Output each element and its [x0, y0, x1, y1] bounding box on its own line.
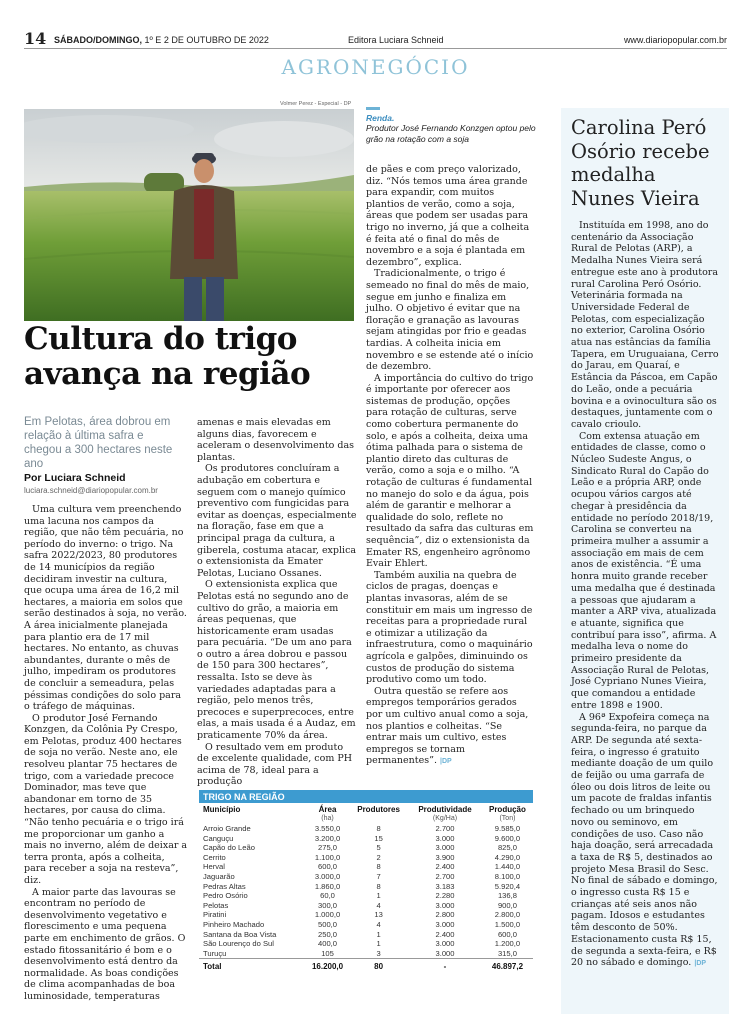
column-header: Produtores: [357, 805, 400, 814]
table-cell: 3: [376, 948, 381, 958]
table-row: [199, 882, 533, 892]
table-cell: 1.100,0: [314, 852, 341, 862]
paragraph: Também auxilia na quebra de ciclos de pragas, doenças e plantas invasoras, além de se constituir em mais um ingresso de receitas para a propriedade rural e otimizar a utilização da infraestrutura, como o maquinário agrícola e galpões, diminuindo os custos de produção do sistema produtivo como um todo.: [366, 569, 533, 686]
column-header: Produtividade: [418, 805, 472, 814]
table-cell: 2.800: [435, 910, 455, 920]
sidebar-title: Carolina Peró Osório recebe medalha Nunes Vieira: [571, 116, 710, 210]
table-row: [199, 930, 533, 940]
table-cell: 1.000,0: [314, 910, 341, 920]
total-cell: Total: [199, 959, 306, 976]
table-row: [199, 862, 533, 872]
table-cell: 8: [376, 824, 381, 833]
paragraph: amenas e mais elevadas em alguns dias, favorecem e aceleram o desenvolvimento das plantas.: [197, 417, 355, 463]
table-row: [199, 891, 533, 901]
author-byline: Por Luciara Schneid: [24, 472, 126, 484]
table-cell: 60,0: [320, 891, 335, 901]
end-mark: |DP: [440, 758, 452, 766]
table-cell: Cerrito: [203, 852, 226, 862]
table-cell: 2.280: [435, 891, 455, 901]
table-cell: 300,0: [318, 900, 338, 910]
caption-accent-bar: [366, 107, 380, 110]
table-cell: 5: [376, 843, 381, 853]
header-divider: [24, 48, 727, 49]
table-cell: 3.183: [435, 881, 455, 891]
table-cell: 275,0: [318, 843, 338, 853]
photo-credit: Volmer Perez - Especial - DP: [280, 101, 352, 107]
table-cell: 8.100,0: [494, 871, 521, 881]
table-cell: 1.500,0: [494, 919, 521, 929]
site-url[interactable]: www.diariopopular.com.br: [623, 35, 727, 45]
table-row: [199, 853, 533, 863]
article-headline: [24, 322, 354, 392]
table-cell: 3.000: [435, 939, 455, 949]
total-cell: 16.200,0: [306, 959, 349, 976]
paragraph-text: Outra questão se refere aos empregos temporários gerados por um cultivo anual como a soja, nos plantios e colheitas. “Se entrar mais um cultivo, estes empregos se tornam permanentes”.: [366, 685, 529, 767]
table-cell: 1: [376, 929, 381, 939]
table-cell: 3.000: [435, 843, 455, 853]
paragraph: A importância do cultivo do trigo é importante por oferecer aos sistemas de produção, opções para rotação de culturas, serve como cobertura permanente do solo, e após a colheita, deixa uma ótima palhada para o sistema de plantio direto das culturas de verão, como a soja e o milho. “A rotação de culturas é fundamental no manejo do solo e da água, pois além de garantir e melhorar a qualidade do solo, reflete no resultado da safra das culturas em sequência”, diz o extensionista da Emater RS, engenheiro agrônomo Evair Ehlert.: [366, 372, 534, 570]
table-cell: 1: [376, 939, 381, 949]
table-row: [199, 910, 533, 920]
table-cell: Pedras Altas: [203, 881, 246, 891]
paragraph: Instituída em 1998, ano do centenário da Associação Rural de Pelotas (ARP), a Medalha Nunes Vieira será entregue este ano à produtora rural Carolina Peró Osório. Veterinária formada na Universidade Federal de Pelotas, com especialização no exterior, Carolina Osório atua nas estâncias da família Tapera, em Uruguaiana, Cerro do Jarau, em Quaraí, e Estância da Páscoa, em Capão do Leão, onde a pecuária bovina e a ovinocultura são os destaques, juntamente com o cavalo crioulo.: [571, 220, 719, 430]
sidebar-story: [561, 108, 729, 1014]
unit-cell: [199, 814, 306, 824]
table-cell: Capão do Leão: [203, 843, 255, 853]
table-cell: Santana da Boa Vista: [203, 929, 277, 939]
table-cell: Pinheiro Machado: [203, 919, 265, 929]
table-cell: 3.900: [435, 852, 455, 862]
table-row: [199, 920, 533, 930]
headline-line-1: Cultura do trigo: [24, 321, 297, 357]
table-cell: 5.920,4: [494, 881, 521, 891]
table-row: [199, 939, 533, 949]
page-header: [24, 29, 727, 48]
table-cell: Piratini: [203, 910, 227, 920]
table-cell: 4: [376, 919, 381, 929]
table-cell: 4.290,0: [494, 852, 521, 862]
article-photo: [24, 109, 354, 321]
paragraph: [571, 712, 719, 970]
table-total-row: [199, 959, 533, 976]
paragraph: A maior parte das lavouras se encontram no período de desenvolvimento vegetativo e florescimento e uma pequena parte em enchimento de grãos. O estado fitossanitário é bom e o desenvolvimento está dentro da normalidade. As boas condições de clima acompanhadas de boa luminosidade, temperaturas: [24, 886, 186, 1002]
table-cell: 2.800,0: [494, 910, 521, 920]
table-cell: 3.000,0: [314, 871, 341, 881]
table-cell: 1: [376, 891, 381, 901]
table-row: [199, 901, 533, 911]
table-row: [199, 872, 533, 882]
table-cell: 13: [374, 910, 383, 920]
caption-tag: Renda.: [366, 113, 395, 123]
table-cell: 1.860,0: [314, 881, 341, 891]
table-cell: 8: [376, 881, 381, 891]
wheat-region-table: [199, 790, 533, 975]
table-cell: 3.200,0: [314, 833, 341, 843]
table-cell: Canguçu: [203, 833, 234, 843]
table-cell: 315,0: [497, 948, 517, 958]
sidebar-body: [571, 220, 719, 970]
table-cell: 600,0: [318, 862, 338, 872]
table-cell: 2.700: [435, 871, 455, 881]
table-row: [199, 824, 533, 834]
table-cell: Arroio Grande: [203, 824, 251, 833]
table-cell: 3.000: [435, 900, 455, 910]
table-cell: 105: [321, 948, 334, 958]
table-row: [199, 949, 533, 959]
table-cell: 1.440,0: [494, 862, 521, 872]
table-cell: 500,0: [318, 919, 338, 929]
unit-cell: (Kg/Ha): [432, 815, 458, 823]
table-cell: 3.550,0: [314, 824, 341, 833]
table-cell: 3.000: [435, 833, 455, 843]
table-cell: 4: [376, 900, 381, 910]
table-cell: 136,8: [497, 891, 517, 901]
table-cell: 9.585,0: [494, 824, 521, 833]
table-row: [199, 843, 533, 853]
table-cell: 3.000: [435, 919, 455, 929]
editor-name: Editora Luciara Schneid: [348, 35, 444, 45]
unit-cell: (Ton): [499, 815, 516, 823]
article-column-1: [24, 504, 188, 1003]
author-email[interactable]: luciara.schneid@diariopopular.com.br: [24, 486, 158, 495]
table-cell: 900,0: [497, 900, 517, 910]
table-cell: 2.400: [435, 929, 455, 939]
table-body: [199, 824, 533, 959]
table-title: TRIGO NA REGIÃO: [199, 790, 533, 803]
paragraph: de pães e com preço valorizado, diz. “Nós temos uma área grande para expandir, com muitos plantios de verão, como a soja, áreas que podem ser usadas para trigo no inverno, já que a colheita é feita até o final do mês de novembro e a soja é plantada em dezembro”, explica.: [366, 164, 530, 268]
article-column-3: [366, 164, 534, 768]
paragraph-text: A 96ª Expofeira começa na segunda-feira, no parque da ARP. De segunda até sexta-feira, o ingresso é gratuito mediante doação de um quilo de feijão ou uma garrafa de óleo ou dois litros de leite ou um pacote de fraldas infantis fechado ou um brinquedo novo ou seminovo, em condições de uso. Caso não haja doação, será arrecadada a taxa de R$ 5, destinados ao projeto Mesa Brasil do Sesc. No final de sábado e domingo, o ingresso custa R$ 15 e crianças até seis anos não pagam. Idosos e estudantes têm desconto de 50%. Estacionamento custa R$ 15, de segunda a sexta-feira, e R$ 20 no sábado e domingo.: [571, 711, 718, 969]
paragraph: O produtor José Fernando Konzgen, da Colônia Py Crespo, em Pelotas, produz 400 hectares de soja no verão. Neste ano, ele resolveu plantar 75 hectares de trigo, com a variedade precoce Dominador, mas teve que abandonar em torno de 35 hectares, por causa do clima. “Não tenho pecuária e o trigo irá me proporcionar um ganho a mais no inverno, além de deixar a terra pronta, após a colheita, para receber a soja na resteva”, diz.: [24, 712, 188, 886]
table-cell: Jaguarão: [203, 871, 235, 881]
table-cell: 400,0: [318, 939, 338, 949]
table-cell: 250,0: [318, 929, 338, 939]
paragraph: Uma cultura vem preenchendo uma lacuna nos campos da região, que não têm pecuária, no período do inverno: o trigo. Na safra 2022/2023, 80 produtores de 14 municípios da região decidiram investir na cultura, que ocupa uma área de 16,2 mil hectares, a maioria em solos que serão destinados à soja, no verão. A área inicialmente planejada para plantio era de 17 mil hectares. No entanto, as chuvas abundantes, durante o mês de julho, impediram os produtores de concluir a semeadura, pelas péssimas condições do solo para o tráfego de máquinas.: [24, 504, 187, 713]
column-header: Município: [203, 805, 241, 814]
table-cell: 2.400: [435, 862, 455, 872]
table-row: [199, 834, 533, 844]
unit-cell: [349, 814, 408, 824]
caption-text: Produtor José Fernando Konzgen optou pelo grão na rotação com a soja: [366, 123, 536, 144]
section-title: AGRONEGÓCIO: [281, 55, 470, 79]
table-cell: 825,0: [497, 843, 517, 853]
table-cell: São Lourenço do Sul: [203, 939, 274, 949]
paragraph: [366, 686, 534, 768]
farmer-in-wheat-field-image: [24, 109, 354, 321]
table-cell: Herval: [203, 862, 225, 872]
table-cell: Turuçu: [203, 948, 227, 958]
table-cell: 600,0: [497, 929, 517, 939]
column-header: Área: [318, 805, 337, 814]
end-mark: |DP: [694, 960, 707, 968]
table-cell: 9.600,0: [494, 833, 521, 843]
page-number: 14: [24, 29, 47, 48]
photo-caption: [366, 107, 546, 145]
table-cell: 8: [376, 862, 381, 872]
table-cell: 15: [374, 833, 383, 843]
article-subtitle: Em Pelotas, área dobrou em relação à última safra e chegou a 300 hectares neste ano: [24, 416, 173, 470]
data-table: [199, 803, 533, 975]
total-cell: 80: [349, 959, 408, 976]
paragraph: Com extensa atuação em entidades de classe, como o Núcleo Sudeste Angus, o Sindicato Rural do Capão do Leão e a própria ARP, onde ocupou vários cargos até chegar à presidência da entidade no período 2018/19, Carolina se converteu na primeira mulher a assumir a associação em mais de cem anos de existência. “É uma honra muito grande receber uma medalha que é destinada a pessoas que ajudaram a manter a ARP viva, atualizada e atuante, significa que contribuí para isso”, afirma. A medalha leva o nome do primeiro presidente da Associação Rural de Pelotas, José Cypriano Nunes Vieira, que comandou a entidade entre 1898 e 1900.: [571, 430, 717, 711]
table-cell: 1.200,0: [494, 939, 521, 949]
edition-date: SÁBADO/DOMINGO, 1º E 2 DE OUTUBRO DE 2022: [54, 35, 269, 45]
total-cell: -: [408, 959, 482, 976]
unit-cell: (ha): [321, 815, 334, 823]
paragraph: Os produtores concluíram a adubação em cobertura e seguem com o manejo químico preventivo com fungicidas para evitar as doenças, especialmente na floração, fase em que a principal praga da cultura, a giberela, costuma atacar, explica o extensionista da Emater Pelotas, Luciano Ossanes.: [197, 463, 357, 579]
table-cell: 3.000: [435, 948, 455, 958]
table-cell: 2: [376, 852, 381, 862]
headline-line-2: avança na região: [24, 356, 311, 392]
table-cell: Pedro Osório: [203, 891, 248, 901]
table-cell: 2.700: [435, 824, 455, 833]
article-column-2: [197, 417, 357, 788]
column-header: Produção: [488, 805, 526, 814]
table-header-row: [199, 803, 533, 814]
total-cell: 46.897,2: [482, 959, 533, 976]
table-cell: Pelotas: [203, 900, 229, 910]
paragraph: O resultado vem em produto de excelente qualidade, com PH acima de 78, ideal para a produção: [197, 741, 353, 788]
table-cell: 7: [376, 871, 381, 881]
paragraph: Tradicionalmente, o trigo é semeado no final do mês de maio, segue em junho e finaliza em julho. O objetivo é evitar que na floração e granação as lavouras sejam atingidas por frio e geadas tardias. A colheita inicia em novembro e se estende até o início de dezembro.: [366, 268, 534, 373]
paragraph: O extensionista explica que Pelotas está no segundo ano de cultivo do grão, a maioria em áreas pequenas, que historicamente eram usadas para pecuária. “De um ano para o outro a área dobrou e passou de 150 para 300 hectares”, ressalta. Isto se deve às variedades adaptadas para a região, pelo menos três, precoces e superprecoces, entre elas, a mais usada é a Audaz, em praticamente 70% da área.: [197, 579, 356, 742]
table-units-row: [199, 814, 533, 824]
